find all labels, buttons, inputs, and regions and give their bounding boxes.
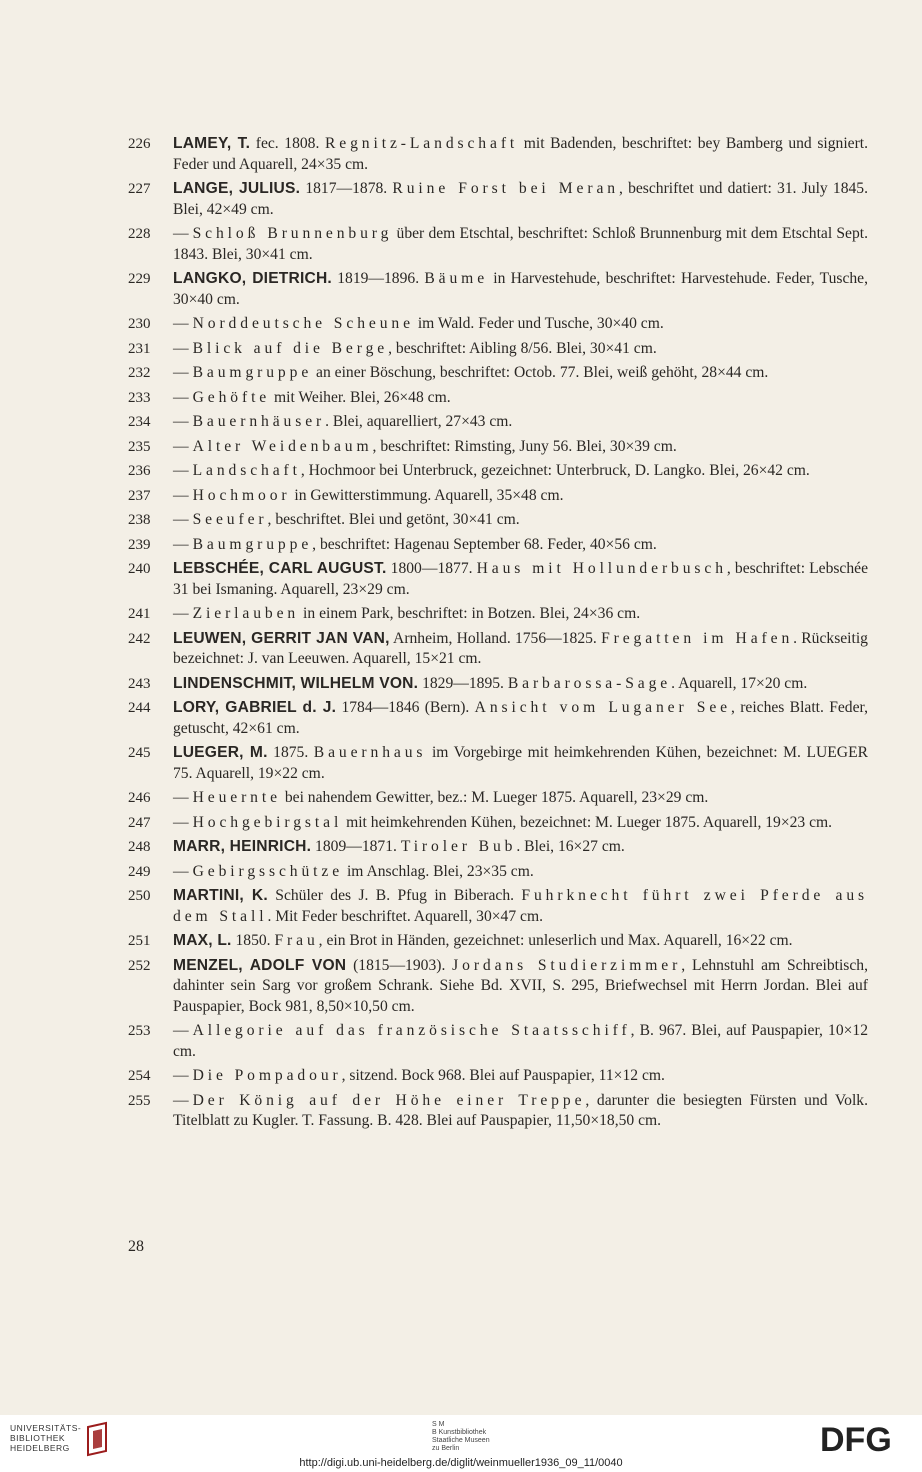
artwork-title: Regnitz-Landschaft: [324, 135, 519, 152]
entry-number: 238: [128, 512, 151, 528]
smb-line-1: S M: [432, 1421, 445, 1428]
page-number: 28: [128, 1238, 144, 1255]
entry-number: 246: [128, 790, 151, 806]
catalogue-entry: [128, 437, 868, 458]
source-url-link[interactable]: http://digi.ub.uni-heidelberg.de/diglit/weinmueller1936_09_11/0040: [299, 1457, 623, 1469]
entry-dates: fec. 1808.: [250, 135, 325, 152]
artwork-description: , sitzend. Bock 968. Blei auf Pauspapier, 11×12 cm.: [341, 1067, 665, 1084]
entry-number: 227: [128, 181, 151, 197]
entry-dates: 1829—1895.: [418, 674, 508, 692]
artwork-title: Jordans Studierzimmer: [452, 956, 682, 974]
catalogue-entry: [128, 629, 868, 670]
artwork-title: Haus mit Hollunderbusch: [476, 560, 727, 577]
continuation-dash: —: [173, 1067, 189, 1084]
entry-dates: 1817—1878.: [300, 180, 393, 197]
artwork-description: in Gewitterstimmung. Aquarell, 35×48 cm.: [290, 486, 564, 504]
catalogue-entry: [128, 604, 868, 625]
artwork-title: Tiroler Bub: [400, 838, 517, 855]
artwork-title: Blick auf die Berge: [192, 339, 389, 357]
smb-line-4: zu Berlin: [432, 1445, 460, 1452]
artwork-title: Baumgruppe: [192, 364, 313, 381]
artwork-title: Ansicht vom Luganer See: [474, 699, 731, 716]
catalogue-entry: [128, 698, 868, 739]
artwork-title: Bauernhäuser: [192, 413, 326, 430]
catalogue-entry: [128, 314, 868, 335]
continuation-dash: —: [173, 813, 189, 831]
artwork-title: Bäume: [424, 270, 489, 287]
catalogue-entry: [128, 956, 868, 1018]
catalogue-entry: [128, 134, 868, 175]
entry-number: 230: [128, 316, 151, 332]
artwork-title: Zierlauben: [192, 605, 300, 622]
catalogue-entry: [128, 510, 868, 531]
continuation-dash: —: [173, 486, 189, 504]
smb-kunstbibliothek-logo: [432, 1421, 490, 1453]
continuation-dash: —: [173, 862, 189, 880]
artwork-description: . Blei, aquarelliert, 27×43 cm.: [325, 413, 513, 430]
entry-number: 244: [128, 700, 151, 716]
entry-number: 250: [128, 888, 151, 904]
artwork-description: , ein Brot in Händen, gezeichnet: unleserlich und Max. Aquarell, 16×22 cm.: [318, 932, 793, 949]
artwork-description: , beschriftet. Blei und getönt, 30×41 cm.: [267, 511, 520, 528]
entry-dates: (1815—1903).: [346, 956, 453, 974]
catalogue-entry: [128, 1066, 868, 1087]
artwork-description: über dem Etschtal, beschriftet: Schloß Brunnenburg mit dem Etschtal Sept. 1843. Blei, 30×41 cm.: [173, 225, 869, 263]
entry-number: 239: [128, 536, 151, 553]
catalogue-entry: [128, 862, 868, 883]
entry-number: 248: [128, 839, 151, 855]
artwork-description: . Rückseitig bezeichnet: J. van Leeuwen. Aquarell, 15×21 cm.: [173, 629, 868, 667]
dfg-logo-text: DFG: [820, 1421, 892, 1455]
catalogue-entries: [128, 134, 868, 1136]
catalogue-entry: [128, 388, 868, 409]
entry-number: 255: [128, 1092, 151, 1109]
artist-name: MAX, L.: [173, 932, 232, 949]
artwork-title: Baumgruppe: [192, 535, 313, 553]
catalogue-entry: [128, 461, 868, 482]
artwork-title: Bauernhaus: [313, 744, 427, 761]
dfg-logo: [820, 1421, 912, 1455]
artwork-description: , beschriftet: Lebschée 31 bei Ismaning. Aquarell, 23×29 cm.: [173, 560, 868, 598]
entry-number: 236: [128, 463, 151, 479]
artist-name: LEUWEN, GERRIT JAN VAN,: [173, 629, 390, 647]
artist-name: MENZEL, ADOLF VON: [173, 956, 347, 974]
catalogue-entry: [128, 1021, 868, 1062]
artwork-description: . Blei, 16×27 cm.: [516, 838, 625, 855]
catalogue-entry: [128, 837, 868, 858]
catalogue-entry: [128, 674, 868, 695]
artist-name: LUEGER, M.: [173, 744, 268, 761]
artwork-description: , beschriftet: Rimsting, Juny 56. Blei, 30×39 cm.: [372, 437, 677, 455]
entry-dates: Schüler des J. B. Pfug in Biberach.: [267, 887, 522, 904]
continuation-dash: —: [173, 388, 189, 406]
artwork-title: Heuernte: [192, 789, 281, 806]
catalogue-entry: [128, 412, 868, 433]
catalogue-entry: [128, 559, 868, 600]
catalogue-entry: [128, 1091, 868, 1132]
university-line-3: HEIDELBERG: [10, 1443, 70, 1453]
continuation-dash: —: [173, 462, 189, 479]
entry-dates: 1800—1877.: [386, 560, 477, 577]
continuation-dash: —: [173, 225, 189, 242]
artist-name: LANGKO, DIETRICH.: [173, 270, 332, 287]
artist-name: LINDENSCHMIT, WILHELM VON.: [173, 674, 419, 692]
entry-number: 243: [128, 675, 151, 692]
artwork-title: Hochmoor: [192, 486, 291, 504]
artwork-description: , B. 967. Blei, auf Pauspapier, 10×12 cm.: [173, 1022, 869, 1060]
artwork-title: Der König auf der Höhe einer Treppe: [192, 1091, 586, 1109]
artwork-description: in Harvestehude, beschriftet: Harvestehude. Feder, Tusche, 30×40 cm.: [173, 270, 868, 308]
entry-number: 229: [128, 271, 151, 287]
catalogue-entry: [128, 269, 868, 310]
continuation-dash: —: [173, 535, 189, 553]
artwork-title: Die Pompadour: [192, 1067, 342, 1084]
entry-number: 254: [128, 1068, 151, 1084]
catalogue-entry: [128, 224, 868, 265]
entry-number: 235: [128, 438, 151, 455]
artwork-title: Ruine Forst bei Meran: [392, 180, 619, 197]
entry-dates: 1875.: [267, 744, 314, 761]
entry-number: 247: [128, 814, 151, 831]
entry-number: 231: [128, 340, 151, 357]
entry-dates: Arnheim, Holland. 1756—1825.: [389, 629, 602, 647]
catalogue-entry: [128, 886, 868, 927]
university-library-logo-text: [10, 1423, 81, 1453]
artwork-title: Landschaft: [192, 462, 301, 479]
artwork-title: Allegorie auf das französische Staatsschiff: [192, 1022, 631, 1039]
entry-number: 237: [128, 487, 151, 504]
artwork-description: , darunter die besiegten Fürsten und Volk. Titelblatt zu Kugler. T. Fassung. B. 428. Blei auf Pauspapier, 11,50×18,50 cm.: [173, 1091, 868, 1129]
artwork-title: Gebirgsschütze: [192, 862, 344, 880]
artist-name: LAMEY, T.: [173, 135, 251, 152]
artwork-title: Barbarossa-Sage: [507, 674, 672, 692]
entry-number: 228: [128, 226, 151, 242]
entry-dates: 1784—1846 (Bern).: [336, 699, 475, 716]
artist-name: LANGE, JULIUS.: [173, 180, 301, 197]
artist-name: LEBSCHÉE, CARL AUGUST.: [173, 560, 387, 577]
catalogue-entry: [128, 931, 868, 952]
artwork-description: im Vorgebirge mit heimkehrenden Kühen, bezeichnet: M. LUEGER 75. Aquarell, 19×22 cm.: [173, 744, 868, 782]
continuation-dash: —: [173, 339, 189, 357]
catalogue-entry: [128, 179, 868, 220]
continuation-dash: —: [173, 789, 189, 806]
catalogue-entry: [128, 339, 868, 360]
artwork-description: mit Badenden, beschriftet: bey Bamberg und signiert. Feder und Aquarell, 24×35 cm.: [173, 135, 868, 173]
artwork-title: Seeufer: [192, 511, 268, 528]
continuation-dash: —: [173, 1091, 189, 1109]
entry-number: 249: [128, 863, 151, 880]
entry-dates: 1809—1871.: [311, 838, 401, 855]
entry-number: 252: [128, 957, 151, 974]
smb-line-2: B Kunstbibliothek: [432, 1429, 487, 1436]
catalogue-entry: [128, 788, 868, 809]
artwork-title: Gehöfte: [192, 388, 271, 406]
catalogue-entry: [128, 813, 868, 834]
artwork-description: , beschriftet: Aibling 8/56. Blei, 30×41 cm.: [388, 339, 657, 357]
entry-number: 226: [128, 136, 151, 152]
entry-number: 232: [128, 365, 151, 381]
artist-name: LORY, GABRIEL d. J.: [173, 699, 337, 716]
artwork-description: , beschriftet und datiert: 31. July 1845. Blei, 42×49 cm.: [173, 180, 868, 218]
artwork-description: , beschriftet: Hagenau September 68. Feder, 40×56 cm.: [312, 535, 657, 553]
catalogue-entry: [128, 363, 868, 384]
artwork-description: im Anschlag. Blei, 23×35 cm.: [343, 862, 534, 880]
artwork-title: Frau: [274, 932, 319, 949]
entry-number: 251: [128, 933, 151, 949]
university-line-2: BIBLIOTHEK: [10, 1433, 66, 1443]
artist-name: MARR, HEINRICH.: [173, 838, 312, 855]
artwork-title: Schloß Brunnenburg: [192, 225, 393, 242]
catalogue-entry: [128, 743, 868, 784]
artwork-description: in einem Park, beschriftet: in Botzen. Blei, 24×36 cm.: [299, 605, 641, 622]
entry-number: 242: [128, 630, 151, 647]
university-library-logo-icon: [84, 1421, 112, 1457]
artwork-title: Hochgebirgstal: [192, 813, 343, 831]
entry-dates: 1819—1896.: [331, 270, 425, 287]
continuation-dash: —: [173, 437, 189, 455]
continuation-dash: —: [173, 511, 189, 528]
artwork-description: . Aquarell, 17×20 cm.: [671, 674, 808, 692]
entry-number: 241: [128, 606, 151, 622]
artwork-description: mit Weiher. Blei, 26×48 cm.: [270, 388, 451, 406]
artist-name: MARTINI, K.: [173, 887, 268, 904]
artwork-description: mit heimkehrenden Kühen, bezeichnet: M. Lueger 1875. Aquarell, 19×23 cm.: [342, 813, 833, 831]
entry-dates: 1850.: [231, 932, 275, 949]
continuation-dash: —: [173, 364, 189, 381]
entry-number: 233: [128, 389, 151, 406]
continuation-dash: —: [173, 315, 189, 332]
artwork-description: , Lehnstuhl am Schreibtisch, dahinter sein Sarg vor großem Schrank. Siehe Bd. XVII, S. 295, Briefwechsel mit Herrn Jordan. Blei auf Pauspapier, Bock 981, 8,50×10,50 cm.: [173, 956, 868, 1015]
entry-number: 245: [128, 745, 151, 761]
continuation-dash: —: [173, 413, 189, 430]
artwork-title: Alter Weidenbaum: [192, 437, 373, 455]
continuation-dash: —: [173, 605, 189, 622]
artwork-description: , Hochmoor bei Unterbruck, gezeichnet: Unterbruck, D. Langko. Blei, 26×42 cm.: [300, 462, 810, 479]
catalogue-entry: [128, 535, 868, 556]
artwork-title: Norddeutsche Scheune: [192, 315, 414, 332]
artwork-title: Fregatten im Hafen: [601, 629, 794, 647]
artwork-description: , reiches Blatt. Feder, getuscht, 42×61 cm.: [173, 699, 868, 737]
continuation-dash: —: [173, 1022, 189, 1039]
artwork-description: an einer Böschung, beschriftet: Octob. 77. Blei, weiß gehöht, 28×44 cm.: [312, 364, 769, 381]
entry-number: 253: [128, 1023, 151, 1039]
smb-line-3: Staatliche Museen: [432, 1437, 490, 1444]
artwork-title: Fuhrknecht führt zwei Pferde aus dem Stall: [173, 887, 868, 925]
artwork-description: . Mit Feder beschriftet. Aquarell, 30×47 cm.: [267, 907, 543, 925]
university-line-1: UNIVERSITÄTS-: [10, 1423, 82, 1433]
catalogue-entry: [128, 486, 868, 507]
artwork-description: im Wald. Feder und Tusche, 30×40 cm.: [413, 315, 664, 332]
artwork-description: bei nahendem Gewitter, bez.: M. Lueger 1875. Aquarell, 23×29 cm.: [280, 789, 709, 806]
entry-number: 234: [128, 414, 151, 430]
entry-number: 240: [128, 561, 151, 577]
